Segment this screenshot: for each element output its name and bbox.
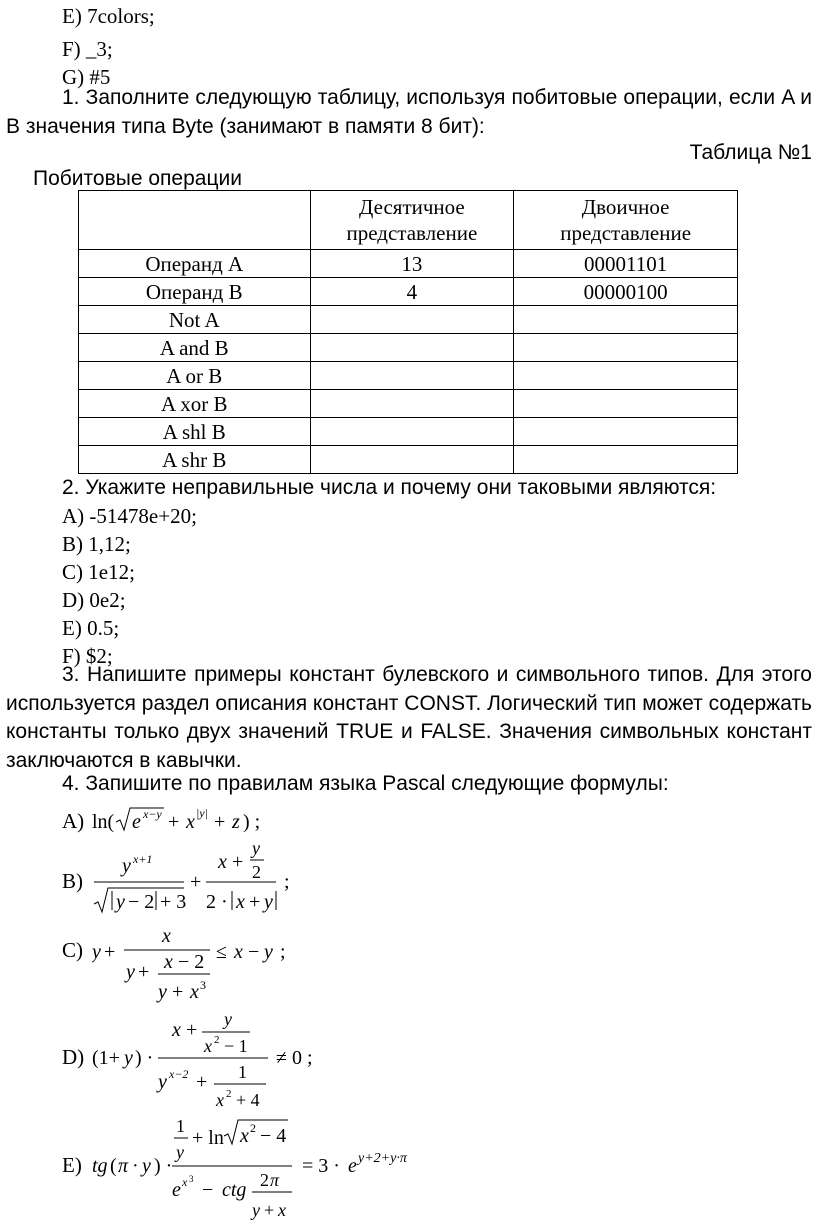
svg-text:2: 2 <box>252 862 261 882</box>
prev-answer-f: F) _3; <box>62 37 113 61</box>
svg-text:z: z <box>232 811 240 833</box>
svg-text:x−y: x−y <box>143 807 162 821</box>
svg-text:+: + <box>196 1071 208 1093</box>
svg-text:tg: tg <box>92 1155 108 1177</box>
binary-cell: 00001101 <box>514 250 738 278</box>
svg-text:+: + <box>249 891 261 913</box>
table-row <box>79 362 738 390</box>
svg-text:+: + <box>138 961 150 983</box>
svg-text:− 2: − 2 <box>178 951 205 973</box>
svg-text:2: 2 <box>214 1034 220 1046</box>
formula-label-a: A) <box>62 809 85 833</box>
svg-text:2: 2 <box>226 1088 232 1100</box>
svg-text:− 2: − 2 <box>128 891 155 913</box>
task4-heading <box>62 771 669 797</box>
header-cell-empty <box>79 191 311 250</box>
svg-text:(: ( <box>110 1155 117 1177</box>
svg-text:y: y <box>92 941 101 963</box>
svg-text:x: x <box>164 951 173 973</box>
svg-text:y: y <box>122 855 131 877</box>
task3-number: 3. <box>62 663 80 686</box>
table-header-row <box>79 191 738 250</box>
svg-text:y: y <box>116 891 125 913</box>
svg-text:≠ 0 ;: ≠ 0 ; <box>276 1047 313 1069</box>
svg-text:·: · <box>132 1155 139 1177</box>
decimal-cell <box>310 446 514 474</box>
formula-label-b: B) <box>62 869 83 893</box>
svg-text:y: y <box>264 941 273 963</box>
task2-option: D) 0e2; <box>62 588 126 612</box>
binary-cell <box>514 418 738 446</box>
operation-cell: A or B <box>79 362 311 390</box>
svg-text:x: x <box>218 851 227 873</box>
operation-cell: A shr B <box>79 446 311 474</box>
table-row <box>79 306 738 334</box>
svg-text:x: x <box>216 1090 224 1110</box>
svg-text:x: x <box>182 1175 188 1189</box>
task2-heading <box>62 475 716 501</box>
svg-text:e: e <box>132 811 141 833</box>
task2-option: F) $2; <box>62 644 113 668</box>
operation-cell: Операнд B <box>79 278 311 306</box>
task1-number: 1. <box>62 86 80 109</box>
task2-option: C) 1e12; <box>62 560 135 584</box>
svg-text:y: y <box>224 1010 232 1029</box>
binary-cell <box>514 306 738 334</box>
svg-text:x: x <box>204 1036 212 1056</box>
binary-cell <box>514 334 738 362</box>
table-caption: Таблица №1 <box>689 141 812 164</box>
svg-text:1: 1 <box>176 1116 185 1136</box>
task3-text: Напишите примеры констант булевского и символьного типов. Для этого используется раздел описания констант CONST. Логический тип может содержать константы только двух значений TRUE и FALSE. Значения символьных констант заключаются в кавычки. <box>6 663 812 772</box>
svg-text:(1+: (1+ <box>92 1047 120 1069</box>
svg-text:x: x <box>190 981 199 1003</box>
svg-text:y: y <box>264 891 273 913</box>
svg-text:e: e <box>172 1179 181 1201</box>
svg-text:− 4: − 4 <box>260 1125 287 1147</box>
svg-text:x: x <box>234 941 243 963</box>
decimal-cell: 4 <box>310 278 514 306</box>
svg-text:+: + <box>168 811 180 833</box>
table-row <box>79 250 738 278</box>
svg-text:x: x <box>172 1019 181 1041</box>
svg-text:3: 3 <box>200 978 206 992</box>
binary-cell <box>514 362 738 390</box>
table-row <box>79 334 738 362</box>
svg-text:;: ; <box>284 871 290 893</box>
prev-answer-e: E) 7colors; <box>62 4 155 28</box>
decimal-cell <box>310 390 514 418</box>
svg-text:2 ·: 2 · <box>206 891 228 913</box>
svg-text:y: y <box>252 1200 260 1220</box>
formula-c <box>92 922 312 1004</box>
svg-text:+: + <box>172 981 184 1003</box>
svg-text:y: y <box>252 838 260 858</box>
formula-d <box>92 1010 332 1115</box>
header-cell-decimal: Десятичное представление <box>310 191 514 250</box>
binary-cell <box>514 446 738 474</box>
svg-text:x+1: x+1 <box>133 852 153 866</box>
decimal-cell <box>310 306 514 334</box>
task1-text: Заполните следующую таблицу, используя побитовые операции, если A и B значения типа Byte (занимают в памяти 8 бит): <box>6 86 812 138</box>
task2-option: B) 1,12; <box>62 532 131 556</box>
table-row <box>79 446 738 474</box>
svg-text:) ·: ) · <box>135 1047 154 1069</box>
svg-text:x: x <box>240 1125 249 1147</box>
svg-text:x: x <box>162 925 171 947</box>
formula-label-c: C) <box>62 938 83 962</box>
svg-text:) ·: ) · <box>154 1155 173 1177</box>
task4-text: Запишите по правилам языка Pascal следующие формулы: <box>85 772 669 795</box>
svg-text:+ ln: + ln <box>192 1127 224 1149</box>
svg-text:+: + <box>186 1019 198 1041</box>
decimal-cell <box>310 418 514 446</box>
decimal-cell <box>310 334 514 362</box>
table-row <box>79 278 738 306</box>
operation-cell: Not A <box>79 306 311 334</box>
svg-text:) ;: ) ; <box>243 811 261 833</box>
header-cell-binary: Двоичное представление <box>514 191 738 250</box>
svg-text:+ 4: + 4 <box>236 1090 260 1110</box>
task2-number: 2. <box>62 476 80 499</box>
svg-text:y: y <box>158 1071 167 1093</box>
svg-text:y: y <box>126 961 135 983</box>
svg-text:2: 2 <box>250 1121 256 1135</box>
formula-label-e: E) <box>62 1153 82 1177</box>
formula-label-d: D) <box>62 1045 85 1069</box>
binary-cell <box>514 390 738 418</box>
svg-text:− 1: − 1 <box>224 1036 248 1056</box>
decimal-cell <box>310 362 514 390</box>
svg-text:y: y <box>176 1142 184 1162</box>
svg-text:3: 3 <box>189 1174 194 1184</box>
task2-option: E) 0.5; <box>62 616 120 640</box>
table-row <box>79 418 738 446</box>
svg-text:1: 1 <box>238 1062 247 1082</box>
operation-cell: Операнд A <box>79 250 311 278</box>
task2-option: A) -51478e+20; <box>62 504 197 528</box>
svg-text:+: + <box>232 851 244 873</box>
table-row <box>79 390 738 418</box>
task4-number: 4. <box>62 772 80 795</box>
svg-text:e: e <box>348 1155 357 1177</box>
svg-text:−: − <box>248 941 260 963</box>
formula-b <box>92 838 312 918</box>
svg-text:2: 2 <box>260 1170 269 1190</box>
bitwise-operations-table <box>78 190 738 474</box>
svg-text:≤: ≤ <box>216 941 227 963</box>
svg-text:y: y <box>142 1155 151 1177</box>
operation-cell: A and B <box>79 334 311 362</box>
svg-text:ln(: ln( <box>92 811 115 833</box>
svg-text:+ 3: + 3 <box>160 891 187 913</box>
task3-paragraph <box>6 661 812 775</box>
svg-text:π: π <box>270 1170 280 1190</box>
svg-text:x: x <box>236 891 245 913</box>
operation-cell: A shl B <box>79 418 311 446</box>
task1-paragraph <box>6 84 812 141</box>
prev-answer-g: G) #5 <box>62 65 111 89</box>
svg-text:y: y <box>158 981 167 1003</box>
operation-cell: A xor B <box>79 390 311 418</box>
svg-text:x−2: x−2 <box>169 1067 189 1081</box>
svg-text:;: ; <box>280 941 286 963</box>
svg-text:π: π <box>118 1155 129 1177</box>
svg-text:+: + <box>104 941 116 963</box>
svg-text:|y|: |y| <box>196 806 208 820</box>
svg-text:ctg: ctg <box>222 1179 247 1201</box>
svg-text:−: − <box>202 1179 214 1201</box>
svg-text:x: x <box>278 1200 286 1220</box>
binary-cell: 00000100 <box>514 278 738 306</box>
task2-text: Укажите неправильные числа и почему они таковыми являются: <box>85 476 717 499</box>
svg-text:y: y <box>124 1047 133 1069</box>
svg-text:+: + <box>214 811 226 833</box>
table-title: Побитовые операции <box>33 167 242 190</box>
formula-a <box>92 800 292 840</box>
svg-text:x: x <box>186 811 195 833</box>
svg-text:= 3 ·: = 3 · <box>302 1155 340 1177</box>
formula-e <box>92 1112 432 1224</box>
svg-text:y+2+y·π: y+2+y·π <box>358 1151 407 1166</box>
decimal-cell: 13 <box>310 250 514 278</box>
svg-text:+: + <box>264 1200 275 1220</box>
svg-text:+: + <box>190 871 202 893</box>
